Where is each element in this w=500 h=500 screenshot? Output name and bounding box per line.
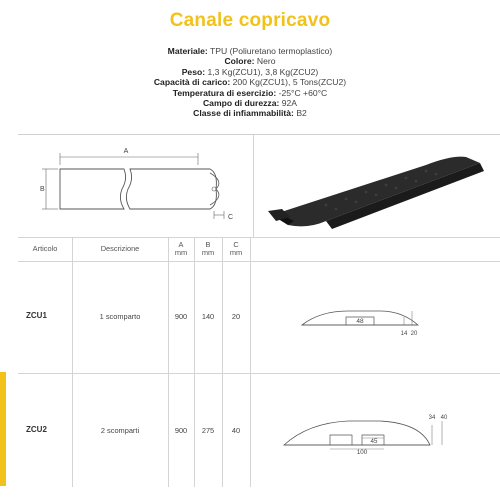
accent-bar bbox=[0, 372, 6, 486]
row-b-zcu2: 275 bbox=[201, 426, 215, 435]
header-a: A mm bbox=[174, 240, 188, 257]
dim-h2-zcu2: 40 bbox=[440, 415, 448, 421]
dim-w2-zcu2: 100 bbox=[356, 449, 368, 456]
dim-h1-zcu2: 34 bbox=[428, 415, 436, 421]
spec-color: Colore: Nero bbox=[224, 56, 276, 67]
divider bbox=[194, 237, 195, 487]
top-view-drawing bbox=[38, 143, 238, 229]
row-c-zcu1: 20 bbox=[231, 312, 241, 321]
header-articolo: Articolo bbox=[32, 244, 58, 253]
dimension-a-label: A bbox=[123, 148, 129, 155]
spec-sheet bbox=[18, 134, 500, 487]
profile-drawing-zcu2 bbox=[280, 405, 450, 455]
divider bbox=[18, 261, 500, 262]
spec-list bbox=[0, 46, 500, 119]
row-code-zcu2: ZCU2 bbox=[26, 425, 47, 434]
divider bbox=[253, 135, 254, 237]
dim-h2-zcu1: 20 bbox=[410, 331, 418, 337]
row-desc-zcu1: 1 scomparto bbox=[99, 312, 141, 321]
header-descrizione: Descrizione bbox=[100, 244, 140, 253]
spec-hardness: Campo di durezza: 92A bbox=[202, 98, 298, 109]
row-b-zcu1: 140 bbox=[201, 312, 215, 321]
row-code-zcu1: ZCU1 bbox=[26, 311, 47, 320]
spec-load-capacity: Capacità di carico: 200 Kg(ZCU1), 5 Tons(ZCU2) bbox=[153, 77, 347, 88]
dim-width-zcu1: 48 bbox=[356, 318, 364, 325]
divider bbox=[222, 237, 223, 487]
divider bbox=[168, 237, 169, 487]
dimension-c-label: C bbox=[228, 214, 234, 221]
divider bbox=[18, 237, 500, 238]
divider bbox=[72, 237, 73, 487]
spec-weight: Peso: 1,3 Kg(ZCU1), 3,8 Kg(ZCU2) bbox=[181, 66, 319, 77]
row-desc-zcu2: 2 scomparti bbox=[100, 426, 140, 435]
row-c-zcu2: 40 bbox=[231, 426, 241, 435]
row-a-zcu1: 900 bbox=[174, 312, 188, 321]
spec-flammability: Classe di infiammabilità: B2 bbox=[193, 108, 307, 119]
dimension-b-label: B bbox=[40, 186, 45, 193]
row-a-zcu2: 900 bbox=[174, 426, 188, 435]
divider bbox=[250, 237, 251, 487]
dim-h1-zcu1: 14 bbox=[400, 331, 408, 337]
spec-operating-temperature: Temperatura di esercizio: -25°C +60°C bbox=[172, 87, 328, 98]
product-image bbox=[266, 143, 496, 233]
header-c: C mm bbox=[229, 240, 243, 257]
header-b: B mm bbox=[201, 240, 215, 257]
spec-material: Materiale: TPU (Poliuretano termoplastico) bbox=[167, 46, 333, 56]
divider bbox=[18, 373, 500, 374]
dim-w1-zcu2: 45 bbox=[370, 438, 378, 445]
page-title: Canale copricavo bbox=[169, 10, 331, 31]
profile-drawing-zcu1 bbox=[300, 297, 420, 337]
